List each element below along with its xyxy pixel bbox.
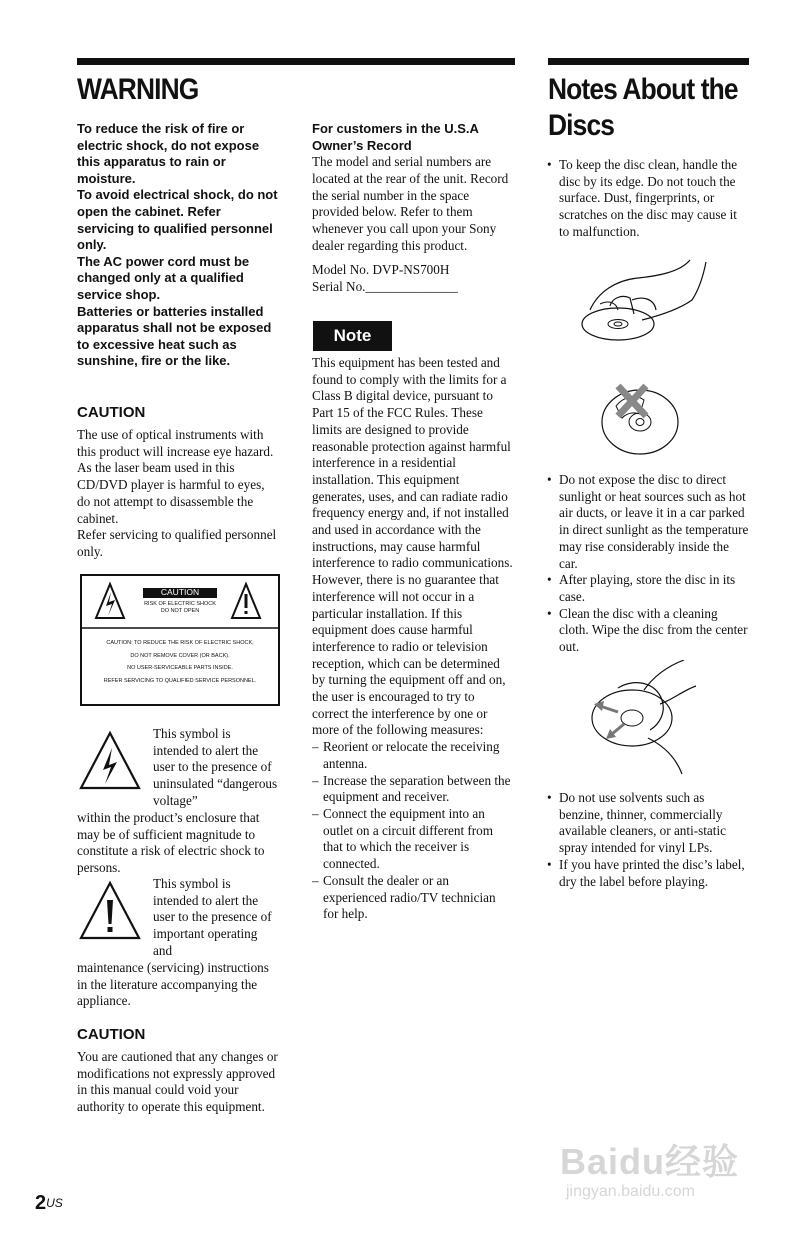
warning-paragraph: To avoid electrical shock, do not open the cabinet. Refer servicing to qualified personnel only.: [77, 187, 278, 253]
usa-text: The model and serial numbers are located at the rear of the unit. Record the serial number in the space provided below. Refer to them whenever you call upon your Sony dealer regarding this product.: [312, 154, 509, 253]
top-rule-right: [548, 58, 749, 65]
measure-item: – Reorient or relocate the receiving antenna.: [312, 739, 514, 772]
label-line: CAUTION: TO REDUCE THE RISK OF ELECTRIC SHOCK,: [106, 640, 254, 646]
caution-heading-2: CAUTION: [77, 1026, 146, 1043]
caution-text-block: [77, 427, 280, 561]
disc-note-item: • Do not expose the disc to direct sunlight or heat sources such as hot air ducts, or leave it in a car parked in direct sunlight as the temperature may rise considerably inside the car.: [547, 472, 749, 572]
note-label: Note: [313, 321, 392, 351]
disc-notes-list-c: [547, 790, 749, 890]
label-caution-word: CAUTION: [160, 587, 200, 597]
warning-paragraph: The AC power cord must be changed only at a qualified service shop.: [77, 253, 250, 302]
clean-disc-illustration: [588, 660, 700, 775]
label-line: NO USER-SERVICEABLE PARTS INSIDE.: [127, 665, 233, 671]
usa-heading: For customers in the U.S.A Owner’s Record: [312, 121, 479, 153]
hold-disc-illustration: [580, 258, 715, 348]
do-not-touch-illustration: [598, 378, 682, 458]
watermark-brand: Baidu经验: [560, 1141, 740, 1182]
page-number-digit: 2: [35, 1192, 47, 1214]
label-risk-line2: DO NOT OPEN: [160, 608, 200, 614]
label-line: REFER SERVICING TO QUALIFIED SERVICE PERSONNEL.: [103, 678, 257, 684]
symbol2-continued-text: maintenance (servicing) instructions in the literature accompanying the appliance.: [77, 960, 269, 1009]
label-line: DO NOT REMOVE COVER (OR BACK).: [130, 653, 230, 659]
watermark-url: jingyan.baidu.com: [566, 1183, 695, 1200]
label-risk-line1: RISK OF ELECTRIC SHOCK: [144, 601, 216, 607]
model-number: Model No. DVP-NS700H: [312, 262, 450, 278]
dangerous-voltage-icon: [78, 730, 142, 792]
caution-text: The use of optical instruments with this product will increase eye hazard. As the laser beam used in this CD/DVD player is harmful to eyes, do not attempt to disassemble the cabinet.: [77, 427, 274, 526]
disc-note-item: • Do not use solvents such as benzine, thinner, commercially available cleaners, or anti-static spray intended for vinyl LPs.: [547, 790, 749, 857]
symbol1-continued-text: within the product’s enclosure that may be of sufficient magnitude to constitute a risk of electric shock to persons.: [77, 810, 265, 876]
page-number: [35, 1191, 63, 1215]
disc-note-item: • To keep the disc clean, handle the disc by its edge. Do not touch the surface. Dust, fingerprints, or scratches on the disc may cause it to malfunction.: [547, 157, 749, 241]
measures-list: [312, 739, 514, 923]
disc-note-item: • Clean the disc with a cleaning cloth. Wipe the disc from the center out.: [547, 606, 749, 656]
usa-owner-record: [312, 121, 516, 296]
fcc-note: [312, 355, 514, 923]
measure-item: – Increase the separation between the equipment and receiver.: [312, 773, 514, 806]
warning-block: [77, 121, 280, 370]
top-rule-left: [77, 58, 515, 65]
measure-item: – Consult the dealer or an experienced radio/TV technician for help.: [312, 873, 514, 923]
serial-number: Serial No.______________: [312, 279, 458, 295]
caution-heading: CAUTION: [77, 404, 146, 421]
warning-paragraph: Batteries or batteries installed apparatus shall not be exposed to excessive heat such as sunshine, fire or the like.: [77, 303, 272, 369]
warning-heading: WARNING: [77, 73, 199, 106]
caution-text-refer: Refer servicing to qualified personnel only.: [77, 527, 277, 559]
notes-heading-line2: Discs: [548, 109, 615, 142]
note-text: This equipment has been tested and found to comply with the limits for a Class B digital device, pursuant to Part 15 of the FCC Rules. These limits are designed to provide reasonable protection against harmful interference in a residential installation. This equipment generates, uses, and can radiate radio frequency energy and, if not installed and used in accordance with the instructions, may cause harmful interference to radio communications. However, there is no guarantee that interference will not occur in a particular installation. If this equipment does cause harmful interference to radio or television reception, which can be determined by turning the equipment off and on, the user is encouraged to try to correct the interference by one or more of the following measures:: [312, 355, 513, 738]
important-instructions-icon: [78, 880, 142, 942]
notes-heading-line1: Notes About the: [548, 73, 738, 106]
disc-note-item: • If you have printed the disc’s label, dry the label before playing.: [547, 857, 749, 890]
baidu-watermark: [560, 1142, 760, 1202]
symbol1-side-text: This symbol is intended to alert the user to the presence of uninsulated “dangerous voltage”: [153, 726, 278, 808]
disc-notes-list-b: [547, 472, 749, 656]
caution-text-2: You are cautioned that any changes or modifications not expressly approved in this manual could void your authority to operate this equipment.: [77, 1049, 278, 1115]
caution-label: [80, 574, 280, 706]
measure-item: – Connect the equipment into an outlet on a circuit different from that to which the receiver is connected.: [312, 806, 514, 873]
warning-paragraph: To reduce the risk of fire or electric shock, do not expose this apparatus to rain or moisture.: [77, 121, 260, 186]
symbol2-side-text: This symbol is intended to alert the user to the presence of important operating and: [153, 876, 272, 958]
page-number-suffix: US: [46, 1196, 63, 1210]
disc-notes-list-a: [547, 157, 749, 241]
disc-note-item: • After playing, store the disc in its case.: [547, 572, 749, 605]
